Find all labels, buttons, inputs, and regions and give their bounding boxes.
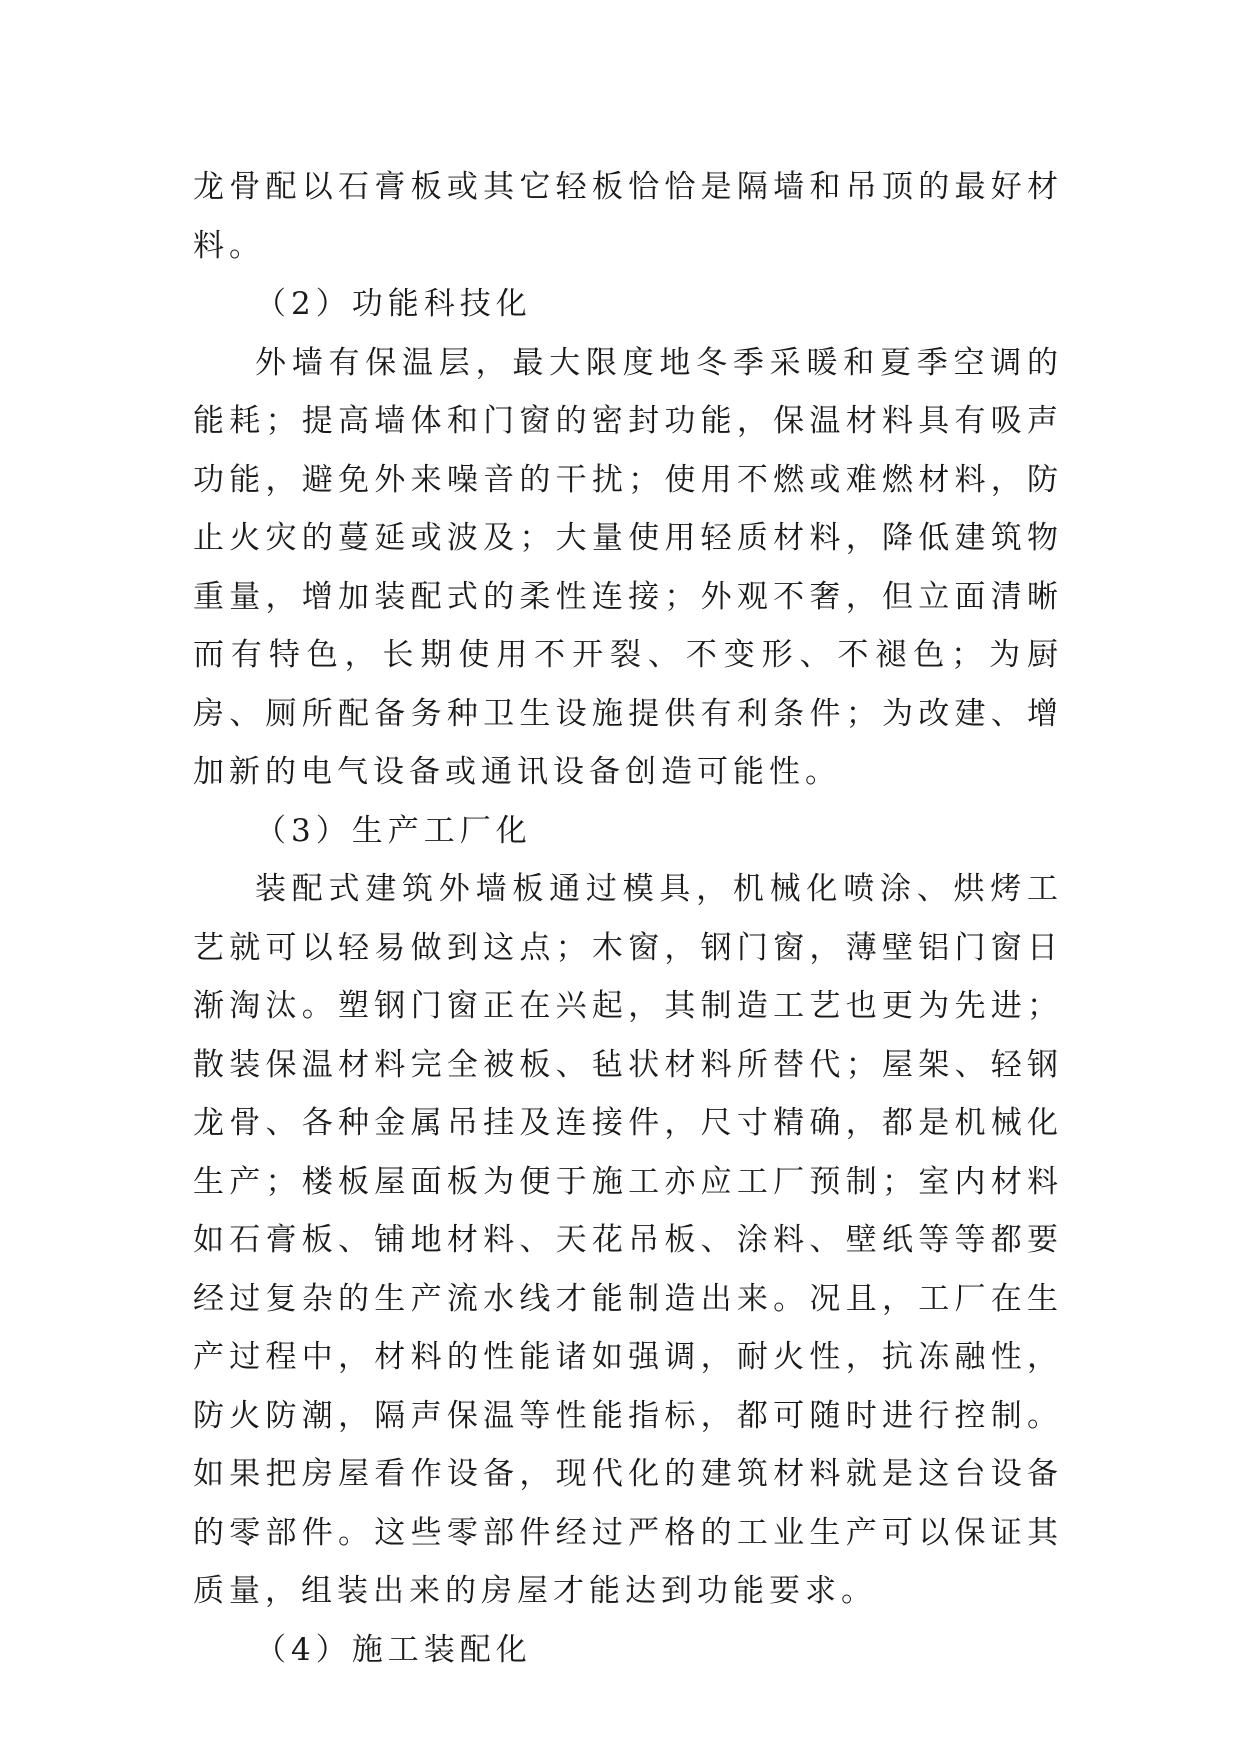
section-heading-4: （4）施工装配化 bbox=[255, 1631, 532, 1668]
paragraph-factory-production: 装配式建筑外墙板通过模具，机械化喷涂、烘烤工艺就可以轻易做到这点；木窗，钢门窗，薄壁铝门窗日渐淘汰。塑钢门窗正在兴起，其制造工艺也更为先进；散装保温材料完全被板、毡状材料所替代；屋架、轻钢龙骨、各种金属吊挂及连接件，尺寸精确，都是机械化生产；楼板屋面板为便于施工亦应工厂预制；室内材料如石膏板、铺地材料、天花吊板、涂料、壁纸等等都要经过复杂的生产流水线才能制造出来。况且，工厂在生产过程中，材料的性能诸如强调，耐火性，抗冻融性，防火防潮，隔声保温等性能指标，都可随时进行控制。如果把房屋看作设备，现代化的建筑材料就是这台设备的零部件。这些零部件经过严格的工业生产可以保证其质量，组装出来的房屋才能达到功能要求。 bbox=[193, 871, 1063, 1609]
paragraph-continuation: 龙骨配以石膏板或其它轻板恰恰是隔墙和吊顶的最好材料。 bbox=[193, 169, 1063, 264]
document-body bbox=[193, 158, 1063, 1679]
paragraph-function-technology: 外墙有保温层，最大限度地冬季采暖和夏季空调的能耗；提高墙体和门窗的密封功能，保温材料具有吸声功能，避免外来噪音的干扰；使用不燃或难燃材料，防止火灾的蔓延或波及；大量使用轻质材料，降低建筑物重量，增加装配式的柔性连接；外观不奢，但立面清晰而有特色，长期使用不开裂、不变形、不褪色；为厨房、厕所配备务种卫生设施提供有利条件；为改建、增加新的电气设备或通讯设备创造可能性。 bbox=[193, 344, 1063, 790]
section-heading-2: （2）功能科技化 bbox=[255, 286, 532, 322]
section-heading-3: （3）生产工厂化 bbox=[255, 812, 532, 849]
